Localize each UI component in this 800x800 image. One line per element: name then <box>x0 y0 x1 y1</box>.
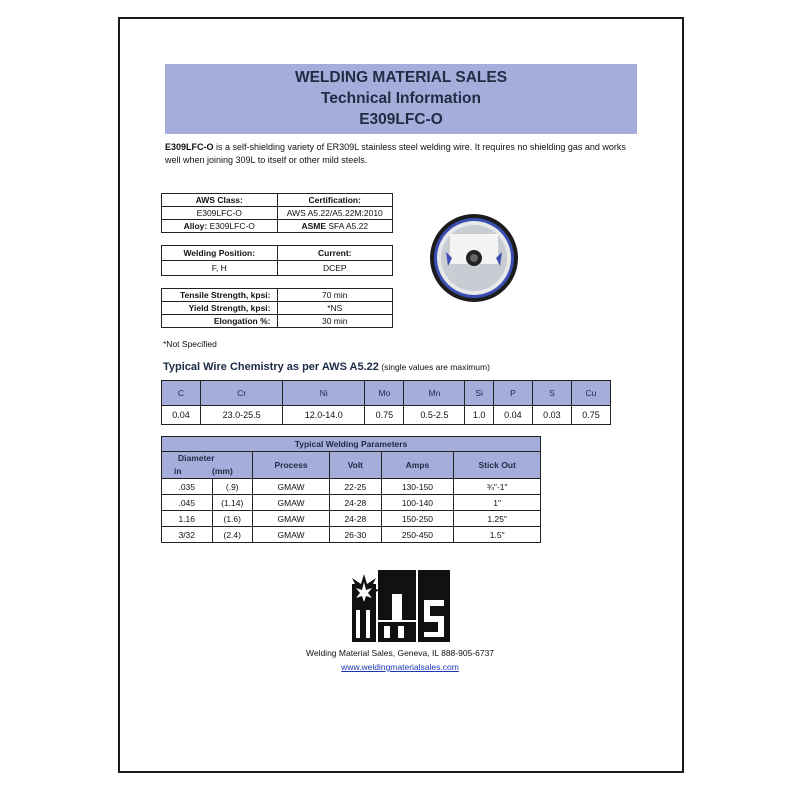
wire-spool-image <box>428 212 520 304</box>
wms-logo <box>352 570 450 642</box>
mechanical-table <box>161 288 393 328</box>
position-table <box>161 245 393 276</box>
yield-label: Yield Strength, kpsi: <box>162 302 278 315</box>
diameter-in: 1.16 <box>162 511 213 527</box>
chem-header: Ni <box>283 381 365 406</box>
yield-value: *NS <box>277 302 393 315</box>
chem-value: 0.5-2.5 <box>404 406 465 425</box>
chem-value: 0.03 <box>532 406 571 425</box>
footnote: *Not Specified <box>163 339 217 349</box>
certification-label: Certification: <box>308 195 361 205</box>
stick-out-value: 1" <box>454 495 541 511</box>
tensile-label: Tensile Strength, kpsi: <box>162 289 278 302</box>
chem-header: Mo <box>365 381 404 406</box>
table-row <box>162 495 541 511</box>
stick-out-value: ¾"-1" <box>454 479 541 495</box>
amps-value: 100-140 <box>381 495 454 511</box>
elongation-value: 30 min <box>277 315 393 328</box>
diameter-mm: (1.14) <box>212 495 253 511</box>
diameter-in: 3/32 <box>162 527 213 543</box>
amps-value: 150-250 <box>381 511 454 527</box>
welding-parameters-table <box>161 436 541 543</box>
chem-header: Cr <box>201 381 283 406</box>
chem-header: C <box>162 381 201 406</box>
chem-value: 0.04 <box>493 406 532 425</box>
amps-header: Amps <box>381 452 454 479</box>
intro-text: is a self-shielding variety of ER309L stainless steel welding wire. It requires no shielding gas and works well when joining 309L to itself or other mild steels. <box>165 142 626 165</box>
process-value: GMAW <box>253 479 330 495</box>
chem-header: S <box>532 381 571 406</box>
chemistry-subtitle: (single values are maximum) <box>378 362 490 372</box>
table-row <box>162 511 541 527</box>
chem-header: Cu <box>571 381 610 406</box>
volt-value: 24-28 <box>330 511 381 527</box>
diameter-mm: (2.4) <box>212 527 253 543</box>
process-value: GMAW <box>253 527 330 543</box>
mm-header: (mm) <box>212 464 253 479</box>
aws-class-label: AWS Class: <box>195 195 243 205</box>
intro-product: E309LFC-O <box>165 142 214 152</box>
diameter-mm: (.9) <box>212 479 253 495</box>
title-product: E309LFC-O <box>359 111 443 128</box>
aws-class-value: E309LFC-O <box>196 208 242 218</box>
diameter-in: .035 <box>162 479 213 495</box>
alloy-value: E309LFC-O <box>207 221 255 231</box>
asme-label: ASME <box>301 221 326 231</box>
chem-value: 12.0-14.0 <box>283 406 365 425</box>
chemistry-title <box>163 361 490 373</box>
chem-header: P <box>493 381 532 406</box>
chem-value: 23.0-25.5 <box>201 406 283 425</box>
chem-header: Si <box>465 381 493 406</box>
footer-website-link[interactable]: www.weldingmaterialsales.com <box>341 662 459 672</box>
asme-value: SFA A5.22 <box>326 221 369 231</box>
diameter-in: .045 <box>162 495 213 511</box>
amps-value: 250-450 <box>381 527 454 543</box>
diameter-header: Diameter <box>162 452 253 465</box>
current-value: DCEP <box>322 262 347 273</box>
chem-value: 0.75 <box>365 406 404 425</box>
amps-value: 130-150 <box>381 479 454 495</box>
position-label: Welding Position: <box>183 247 256 258</box>
title-company: WELDING MATERIAL SALES <box>294 69 508 86</box>
title-subtitle: Technical Information <box>321 90 481 107</box>
stick-out-header: Stick Out <box>454 452 541 479</box>
diameter-mm: (1.6) <box>212 511 253 527</box>
position-value: F, H <box>211 262 227 273</box>
tensile-value: 70 min <box>277 289 393 302</box>
footer-address: Welding Material Sales, Geneva, IL 888-905-6737 <box>305 648 495 658</box>
chem-value: 0.04 <box>162 406 201 425</box>
chemistry-table <box>161 380 611 425</box>
params-caption: Typical Welding Parameters <box>162 437 541 452</box>
current-label: Current: <box>317 247 352 258</box>
stick-out-value: 1.5" <box>454 527 541 543</box>
volt-value: 24-28 <box>330 495 381 511</box>
table-row <box>162 479 541 495</box>
process-value: GMAW <box>253 511 330 527</box>
volt-header: Volt <box>330 452 381 479</box>
certification-value: AWS A5.22/A5.22M:2010 <box>286 208 383 218</box>
volt-value: 26-30 <box>330 527 381 543</box>
process-header: Process <box>253 452 330 479</box>
class-table <box>161 193 393 233</box>
alloy-label: Alloy: <box>183 221 208 231</box>
volt-value: 22-25 <box>330 479 381 495</box>
stick-out-value: 1.25" <box>454 511 541 527</box>
table-row <box>162 527 541 543</box>
chem-value: 0.75 <box>571 406 610 425</box>
elongation-label: Elongation %: <box>162 315 278 328</box>
in-header: in <box>162 464 213 479</box>
process-value: GMAW <box>253 495 330 511</box>
chem-header: Mn <box>404 381 465 406</box>
intro-paragraph <box>165 141 635 167</box>
chemistry-title-text: Typical Wire Chemistry as per AWS A5.22 <box>163 361 379 373</box>
title-banner <box>165 64 637 134</box>
chem-value: 1.0 <box>465 406 493 425</box>
